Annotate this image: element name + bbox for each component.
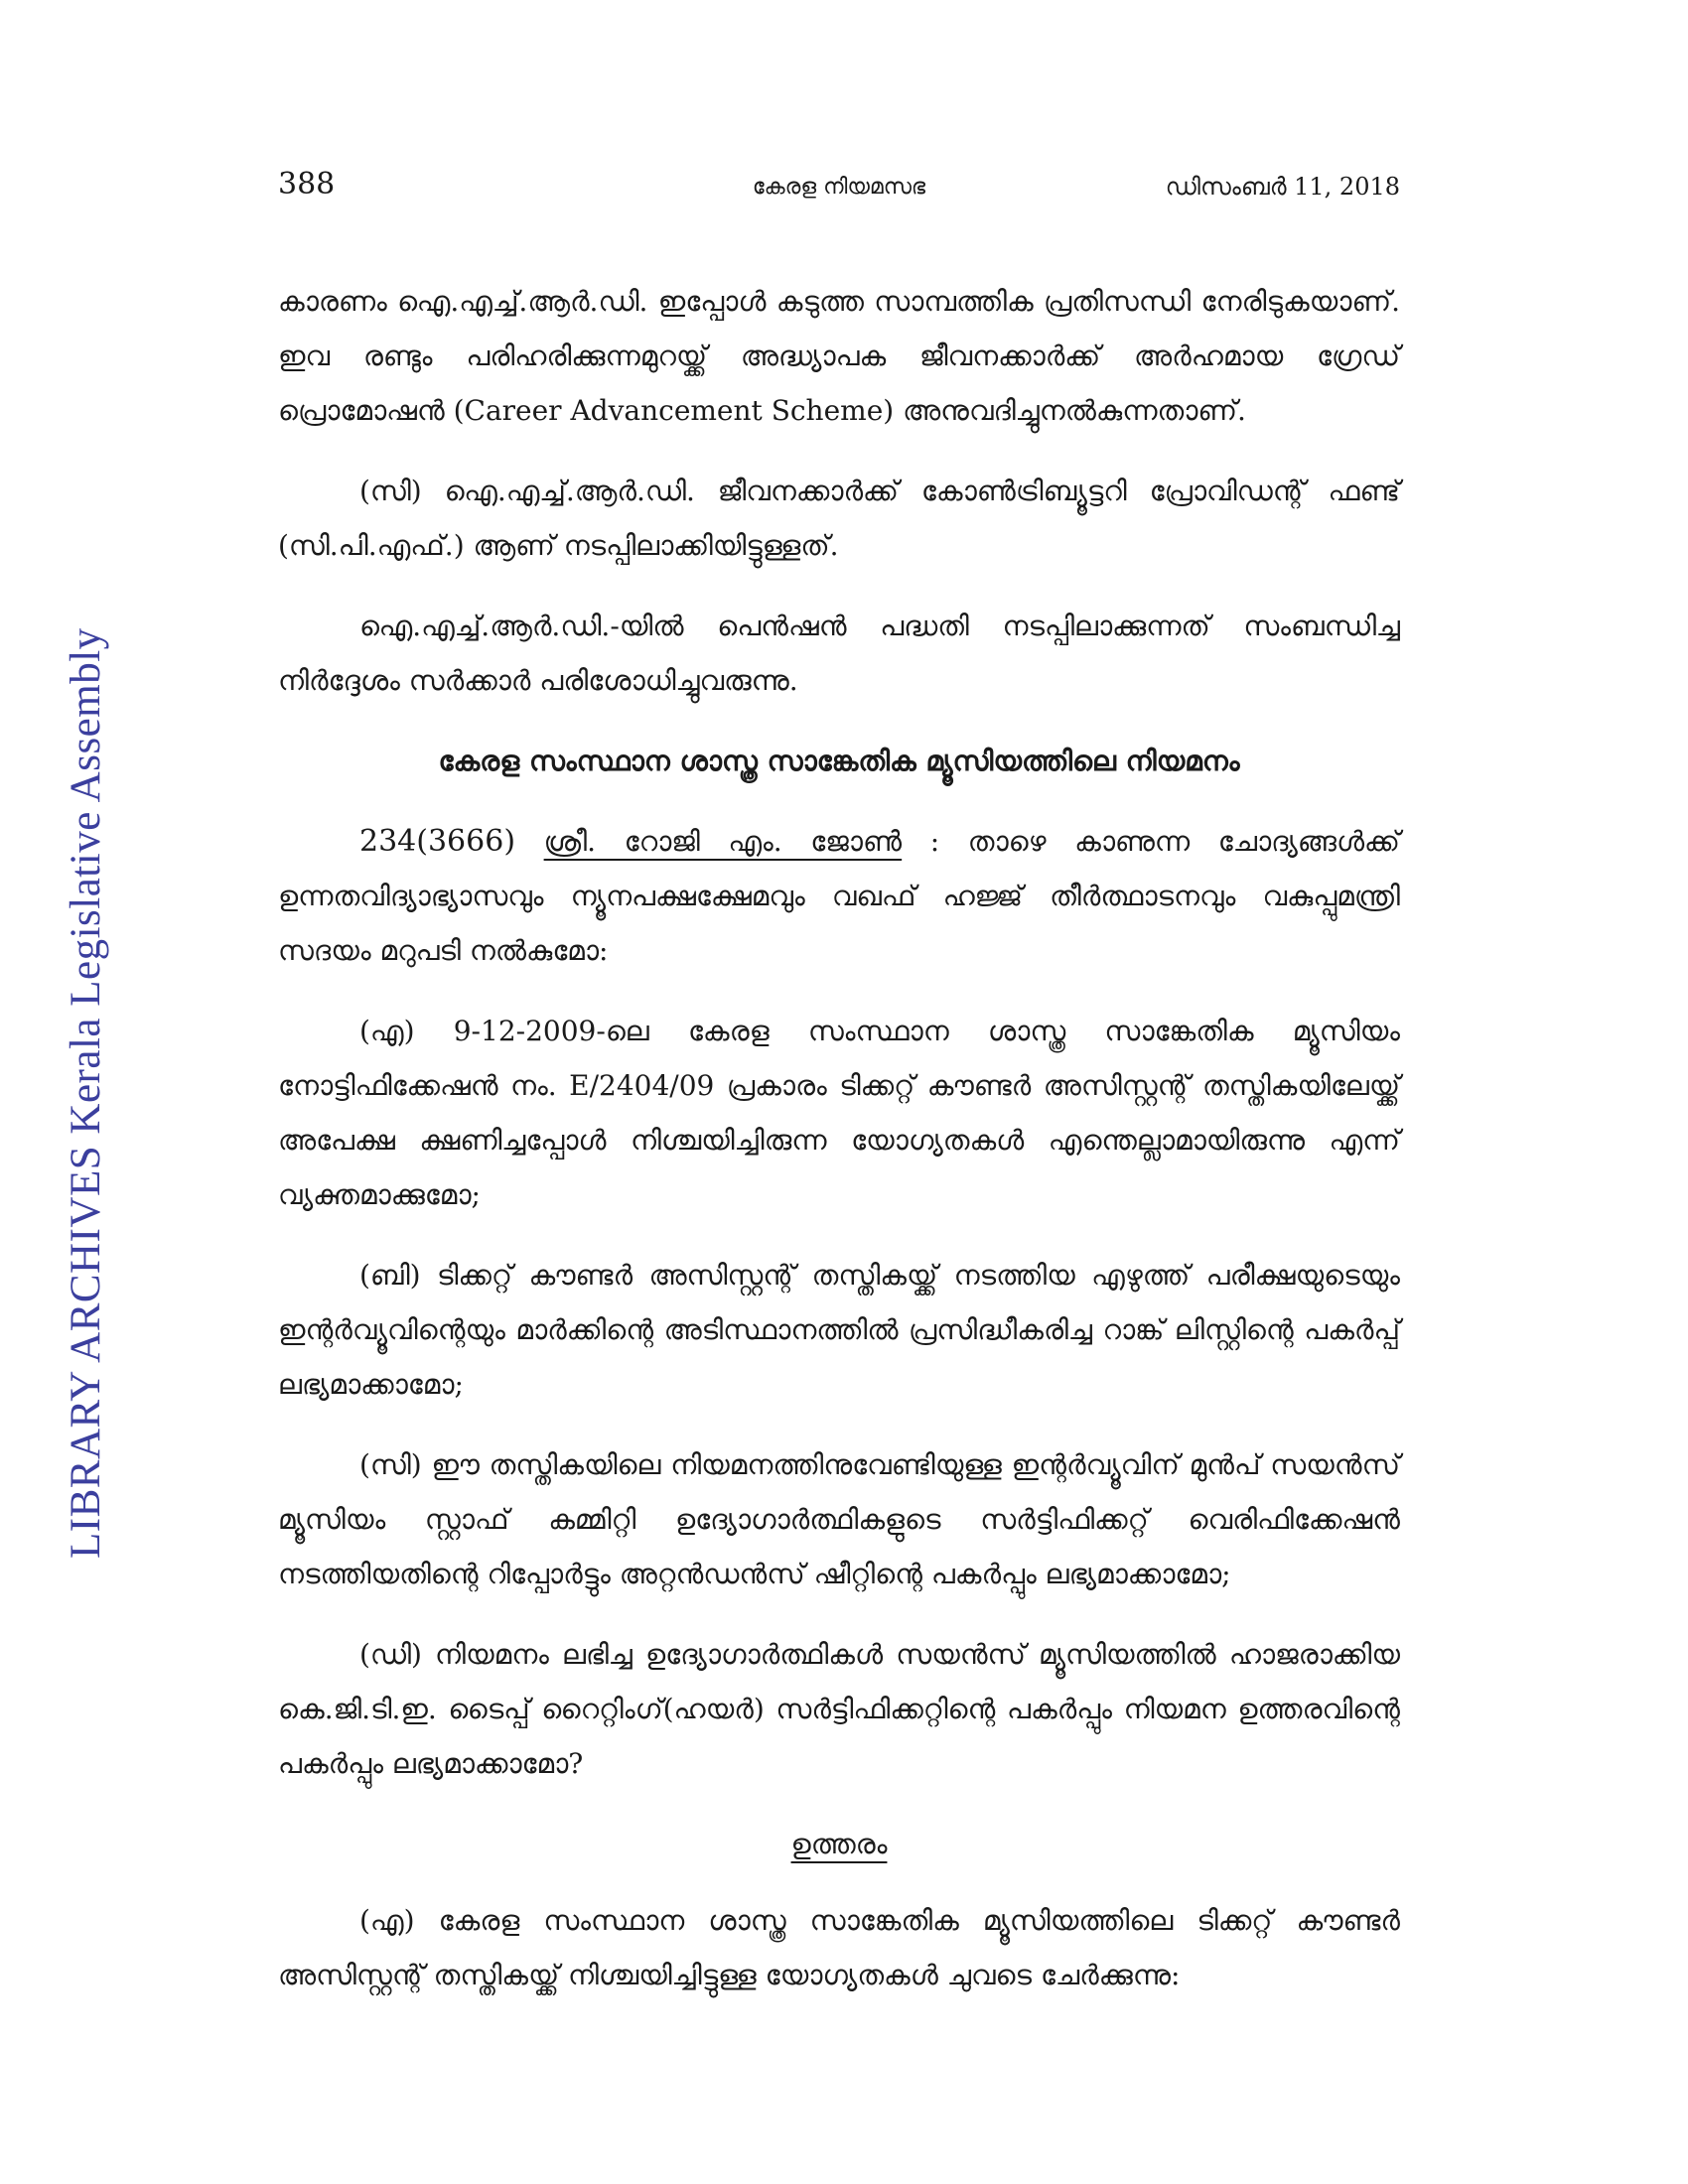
question-intro-text: താഴെ കാണുന്ന ചോദ്യങ്ങൾക്ക് ഉന്നതവിദ്യാഭ്യാസവും ന്യൂനപക്ഷക്ഷേമവും വഖഫ് ഹജ്ജ് തീർത്ഥാടനവും വകുപ്പുമന്ത്രി സദയം മറുപടി നൽകുമോ: bbox=[278, 825, 1401, 967]
question-separator: : bbox=[902, 825, 968, 858]
paragraph-item-c: (സി) ഐ.എച്ച്.ആർ.ഡി. ജീവനക്കാർക്ക് കോൺട്രിബ്യൂട്ടറി പ്രോവിഡന്റ് ഫണ്ട് (സി.പി.എഫ്.) ആണ് നടപ്പിലാക്കിയിട്ടുള്ളത്. bbox=[278, 475, 1400, 562]
header-date: ഡിസംബർ 11, 2018 bbox=[1165, 173, 1400, 201]
question-part-b: (ബി) ടിക്കറ്റ് കൗണ്ടർ അസിസ്റ്റന്റ് തസ്തികയ്ക്ക് നടത്തിയ എഴുത്ത് പരീക്ഷയുടെയും ഇന്റർവ്യൂവിന്റെയും മാർക്കിന്റെ അടിസ്ഥാനത്തിൽ പ്രസിദ്ധീകരിച്ച റാങ്ക് ലിസ്റ്റിന്റെ പകർപ്പ് ലഭ്യമാക്കാമോ; bbox=[278, 1259, 1400, 1401]
question-part-d: (ഡി) നിയമനം ലഭിച്ച ഉദ്യോഗാർത്ഥികൾ സയൻസ് മ്യൂസിയത്തിൽ ഹാജരാക്കിയ കെ.ജി.ടി.ഇ. ടൈപ്പ് റൈറ്റിംഗ്(ഹയർ) സർട്ടിഫിക്കറ്റിന്റെ പകർപ്പും നിയമന ഉത്തരവിന്റെ പകർപ്പും ലഭ്യമാക്കാമോ? bbox=[278, 1638, 1400, 1780]
paragraph-pension: ഐ.എച്ച്.ആർ.ഡി.-യിൽ പെൻഷൻ പദ്ധതി നടപ്പിലാക്കുന്നത് സംബന്ധിച്ച നിർദ്ദേശം സർക്കാർ പരിശോധിച്ചുവരുന്നു. bbox=[278, 610, 1400, 697]
page-header bbox=[278, 167, 1400, 216]
archive-watermark: LIBRARY ARCHIVES Kerala Legislative Assembly bbox=[63, 627, 109, 1559]
answer-part-a: (എ) കേരള സംസ്ഥാന ശാസ്ത്ര സാങ്കേതിക മ്യൂസിയത്തിലെ ടിക്കറ്റ് കൗണ്ടർ അസിസ്റ്റന്റ് തസ്തികയ്ക്ക് നിശ്ചയിച്ചിട്ടുള്ള യോഗ്യതകൾ ചുവടെ ചേർക്കുന്നു: bbox=[278, 1904, 1400, 1991]
answer-heading: ഉത്തരം bbox=[790, 1828, 888, 1860]
question-number: 234(3666) bbox=[359, 824, 516, 859]
member-name: ശ്രീ. റോജി എം. ജോൺ bbox=[543, 825, 903, 858]
question-part-c: (സി) ഈ തസ്തികയിലെ നിയമനത്തിനുവേണ്ടിയുള്ള ഇന്റർവ്യൂവിന് മുൻപ് സയൻസ് മ്യൂസിയം സ്റ്റാഫ് കമ്മിറ്റി ഉദ്യോഗാർത്ഥികളുടെ സർട്ടിഫിക്കറ്റ് വെരിഫിക്കേഷൻ നടത്തിയതിന്റെ റിപ്പോർട്ടും അറ്റൻഡൻസ് ഷീറ്റിന്റെ പകർപ്പും ലഭ്യമാക്കാമോ; bbox=[278, 1448, 1400, 1590]
page-number: 388 bbox=[278, 167, 336, 202]
paragraph-continued: കാരണം ഐ.എച്ച്.ആർ.ഡി. ഇപ്പോൾ കടുത്ത സാമ്പത്തിക പ്രതിസന്ധി നേരിടുകയാണ്. ഇവ രണ്ടും പരിഹരിക്കുന്നമുറയ്ക്ക് അദ്ധ്യാപക ജീവനക്കാർക്ക് അർഹമായ ഗ്രേഡ് പ്രൊമോഷൻ (Career Advancement Scheme) അനുവദിച്ചുനൽകുന്നതാണ്. bbox=[278, 285, 1400, 427]
question-part-a: (എ) 9-12-2009-ലെ കേരള സംസ്ഥാന ശാസ്ത്ര സാങ്കേതിക മ്യൂസിയം നോട്ടിഫിക്കേഷൻ നം. E/2404/09 പ്രകാരം ടിക്കറ്റ് കൗണ്ടർ അസിസ്റ്റന്റ് തസ്തികയിലേയ്ക്ക് അപേക്ഷ ക്ഷണിച്ചപ്പോൾ നിശ്ചയിച്ചിരുന്ന യോഗ്യതകൾ എന്തെല്ലാമായിരുന്നു എന്ന് വ്യക്തമാക്കുമോ; bbox=[278, 1015, 1400, 1211]
running-title: കേരള നിയമസഭ bbox=[752, 175, 926, 200]
page-body bbox=[278, 274, 1400, 2028]
question-intro bbox=[278, 814, 1400, 978]
section-heading: കേരള സംസ്ഥാന ശാസ്ത്ര സാങ്കേതിക മ്യൂസിയത്തിലെ നിയമനം bbox=[438, 745, 1240, 777]
